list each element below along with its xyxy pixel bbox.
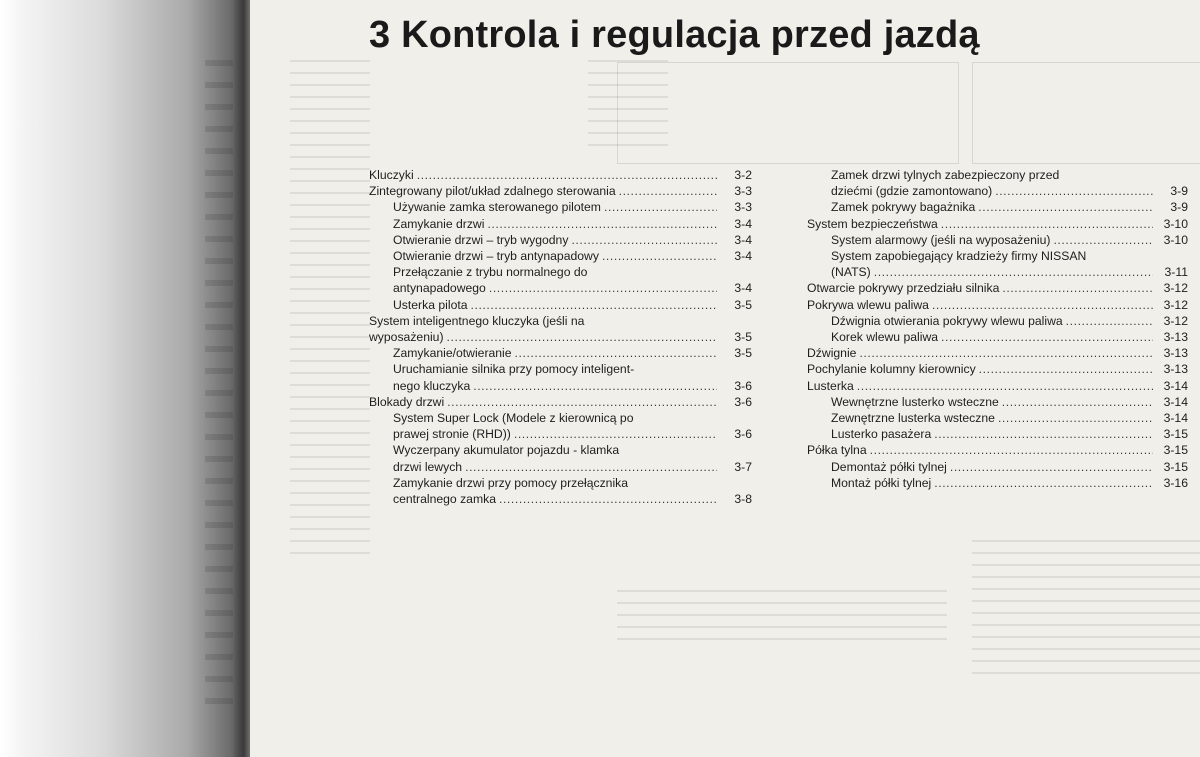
show-through-text: [972, 540, 1200, 680]
toc-page-number: 3-15: [1163, 443, 1188, 458]
toc-entry[interactable]: [807, 297, 1188, 313]
toc-entry[interactable]: [807, 378, 1188, 394]
dot-leader: [487, 216, 717, 232]
toc-page-number: 3-4: [734, 281, 752, 296]
toc-entry[interactable]: [369, 199, 752, 215]
toc-entry[interactable]: [807, 216, 1188, 232]
dot-leader: [515, 345, 717, 361]
toc-entry[interactable]: [369, 361, 752, 393]
toc-entry[interactable]: [807, 442, 1188, 458]
toc-entry-title: Używanie zamka sterowanego pilotem: [393, 200, 601, 215]
show-through-figure: [617, 62, 959, 164]
toc-entry[interactable]: [807, 426, 1188, 442]
toc-entry[interactable]: [369, 297, 752, 313]
toc-entry[interactable]: [807, 329, 1188, 345]
toc-page-number: 3-5: [734, 330, 752, 345]
show-through-text: [290, 60, 370, 560]
toc-entry[interactable]: [807, 167, 1188, 199]
toc-entry[interactable]: [369, 345, 752, 361]
toc-entry-title: Wewnętrzne lusterko wsteczne: [831, 394, 999, 409]
toc-entry[interactable]: [807, 361, 1188, 377]
toc-entry-title: (NATS): [831, 265, 871, 280]
dot-leader: [514, 426, 717, 442]
toc-entry-title: Lusterko pasażera: [831, 427, 932, 442]
toc-entry-title: Zamek drzwi tylnych zabezpieczony przed: [831, 168, 1060, 182]
dot-leader: [619, 183, 717, 199]
toc-entry[interactable]: [369, 248, 752, 264]
dot-leader: [950, 459, 1153, 475]
dot-leader: [602, 248, 717, 264]
toc-entry-title: Montaż półki tylnej: [831, 475, 932, 490]
toc-entry-title: System bezpieczeństwa: [807, 216, 938, 231]
dot-leader: [499, 491, 717, 507]
toc-entry-title: System Super Lock (Modele z kierownicą po: [393, 411, 634, 426]
toc-page-number: 3-6: [734, 427, 752, 442]
toc-entry-title: Przełączanie z trybu normalnego do: [393, 265, 588, 280]
toc-entry-title: Otwarcie pokrywy przedziału silnika: [807, 281, 1000, 296]
toc-page-number: 3-13: [1163, 330, 1188, 345]
toc-entry[interactable]: [807, 199, 1188, 215]
toc-page-number: 3-13: [1163, 362, 1188, 377]
dot-leader: [934, 426, 1153, 442]
toc-entry-title: System zapobiegający kradzieży firmy NISSAN: [831, 249, 1087, 264]
toc-page-number: 3-3: [734, 184, 752, 199]
dot-leader: [874, 264, 1153, 280]
toc-entry[interactable]: [807, 232, 1188, 248]
show-through-figure: [972, 62, 1200, 164]
toc-entry-title: Wyczerpany akumulator pojazdu - klamka: [393, 443, 620, 458]
toc-page-number: 3-7: [734, 459, 752, 474]
toc-entry-title: Otwieranie drzwi – tryb antynapadowy: [393, 249, 599, 264]
dot-leader: [978, 199, 1153, 215]
toc-page-number: 3-14: [1163, 378, 1188, 393]
dot-leader: [417, 167, 717, 183]
dot-leader: [998, 410, 1153, 426]
toc-entry-title: Pokrywa wlewu paliwa: [807, 297, 929, 312]
toc-entry-title: nego kluczyka: [393, 378, 471, 393]
dot-leader: [934, 475, 1153, 491]
toc-entry-title: drzwi lewych: [393, 459, 463, 474]
dot-leader: [1002, 394, 1153, 410]
dot-leader: [932, 297, 1153, 313]
toc-page-number: 3-14: [1163, 411, 1188, 426]
toc-entry[interactable]: [369, 442, 752, 474]
show-through-text: [617, 590, 947, 640]
dot-leader: [447, 394, 717, 410]
toc-page-number: 3-10: [1163, 232, 1188, 247]
toc-entry[interactable]: [807, 345, 1188, 361]
toc-entry[interactable]: [369, 394, 752, 410]
toc-page-number: 3-8: [734, 492, 752, 507]
toc-entry[interactable]: [807, 394, 1188, 410]
dot-leader: [1053, 232, 1153, 248]
dot-leader: [604, 199, 717, 215]
dot-leader: [995, 183, 1153, 199]
toc-entry-title: Zamykanie drzwi: [393, 216, 485, 231]
toc-entry-title: Uruchamianie silnika przy pomocy inteligent-: [393, 362, 635, 377]
toc-page-number: 3-9: [1170, 200, 1188, 215]
toc-entry-title: Demontaż półki tylnej: [831, 459, 947, 474]
toc-entry-title: Zamykanie/otwieranie: [393, 346, 512, 361]
toc-page-number: 3-3: [734, 200, 752, 215]
toc-entry-title: centralnego zamka: [393, 492, 496, 507]
toc-entry-title: Dźwignia otwierania pokrywy wlewu paliwa: [831, 313, 1063, 328]
dot-leader: [465, 459, 717, 475]
toc-entry[interactable]: [369, 410, 752, 442]
toc-entry-title: Kluczyki: [369, 168, 414, 182]
toc-entry-title: Półka tylna: [807, 443, 867, 458]
toc-entry-title: System inteligentnego kluczyka (jeśli na: [369, 313, 585, 328]
toc-entry-title: Zewnętrzne lusterka wsteczne: [831, 411, 995, 426]
toc-left-column: [369, 167, 752, 507]
page-fold: [234, 0, 250, 757]
toc-entry[interactable]: [369, 216, 752, 232]
toc-page-number: 3-11: [1164, 265, 1188, 280]
toc-page-number: 3-4: [734, 249, 752, 264]
toc-right-column: [807, 167, 1188, 491]
dot-leader: [941, 216, 1153, 232]
toc-entry[interactable]: [369, 264, 752, 296]
toc-page-number: 3-12: [1163, 313, 1188, 328]
toc-entry[interactable]: [369, 232, 752, 248]
toc-entry-title: Zamek pokrywy bagażnika: [831, 200, 976, 215]
toc-entry-title: antynapadowego: [393, 281, 486, 296]
dot-leader: [447, 329, 717, 345]
toc-entry[interactable]: [369, 313, 752, 345]
dot-leader: [1066, 313, 1153, 329]
toc-page-number: 3-10: [1163, 216, 1188, 231]
toc-page-number: 3-2: [734, 168, 752, 182]
dot-leader: [489, 280, 717, 296]
toc-entry[interactable]: [807, 280, 1188, 296]
toc-entry[interactable]: [369, 167, 752, 183]
toc-entry-title: wyposażeniu): [369, 330, 444, 345]
toc-page-number: 3-9: [1170, 184, 1188, 199]
toc-entry-title: Otwieranie drzwi – tryb wygodny: [393, 232, 569, 247]
toc-page-number: 3-15: [1163, 459, 1188, 474]
toc-entry-title: Lusterka: [807, 378, 854, 393]
toc-entry[interactable]: [807, 459, 1188, 475]
toc-page-number: 3-15: [1163, 427, 1188, 442]
toc-page-number: 3-16: [1163, 475, 1188, 490]
chapter-title: 3 Kontrola i regulacja przed jazdą: [369, 14, 980, 56]
toc-entry[interactable]: [369, 475, 752, 507]
dot-leader: [471, 297, 717, 313]
dot-leader: [857, 378, 1153, 394]
toc-entry[interactable]: [369, 183, 752, 199]
toc-entry-title: System alarmowy (jeśli na wyposażeniu): [831, 232, 1051, 247]
toc-entry[interactable]: [807, 313, 1188, 329]
toc-page-number: 3-4: [734, 232, 752, 247]
toc-page-number: 3-4: [734, 216, 752, 231]
toc-entry-title: prawej stronie (RHD)): [393, 427, 511, 442]
toc-entry[interactable]: [807, 410, 1188, 426]
toc-page-number: 3-12: [1163, 281, 1188, 296]
toc-page-number: 3-5: [734, 346, 752, 361]
toc-entry-title: Usterka pilota: [393, 297, 468, 312]
dot-leader: [870, 442, 1153, 458]
toc-page-number: 3-12: [1163, 297, 1188, 312]
dot-leader: [859, 345, 1153, 361]
toc-page-number: 3-5: [734, 297, 752, 312]
toc-entry-title: Pochylanie kolumny kierownicy: [807, 362, 976, 377]
toc-page-number: 3-13: [1163, 346, 1188, 361]
dot-leader: [979, 361, 1153, 377]
previous-page-edge: [205, 60, 233, 710]
toc-entry-title: Dźwignie: [807, 346, 857, 361]
toc-entry-title: Zintegrowany pilot/układ zdalnego sterowania: [369, 184, 616, 199]
toc-entry[interactable]: [807, 248, 1188, 280]
toc-entry-title: Zamykanie drzwi przy pomocy przełącznika: [393, 475, 629, 490]
toc-entry-title: Blokady drzwi: [369, 394, 445, 409]
dot-leader: [941, 329, 1153, 345]
toc-entry-title: Korek wlewu paliwa: [831, 330, 939, 345]
toc-page-number: 3-6: [734, 378, 752, 393]
dot-leader: [473, 378, 717, 394]
dot-leader: [1002, 280, 1153, 296]
toc-page-number: 3-6: [734, 394, 752, 409]
dot-leader: [571, 232, 717, 248]
toc-entry[interactable]: [807, 475, 1188, 491]
toc-entry-title: dziećmi (gdzie zamontowano): [831, 184, 993, 199]
toc-page-number: 3-14: [1163, 394, 1188, 409]
